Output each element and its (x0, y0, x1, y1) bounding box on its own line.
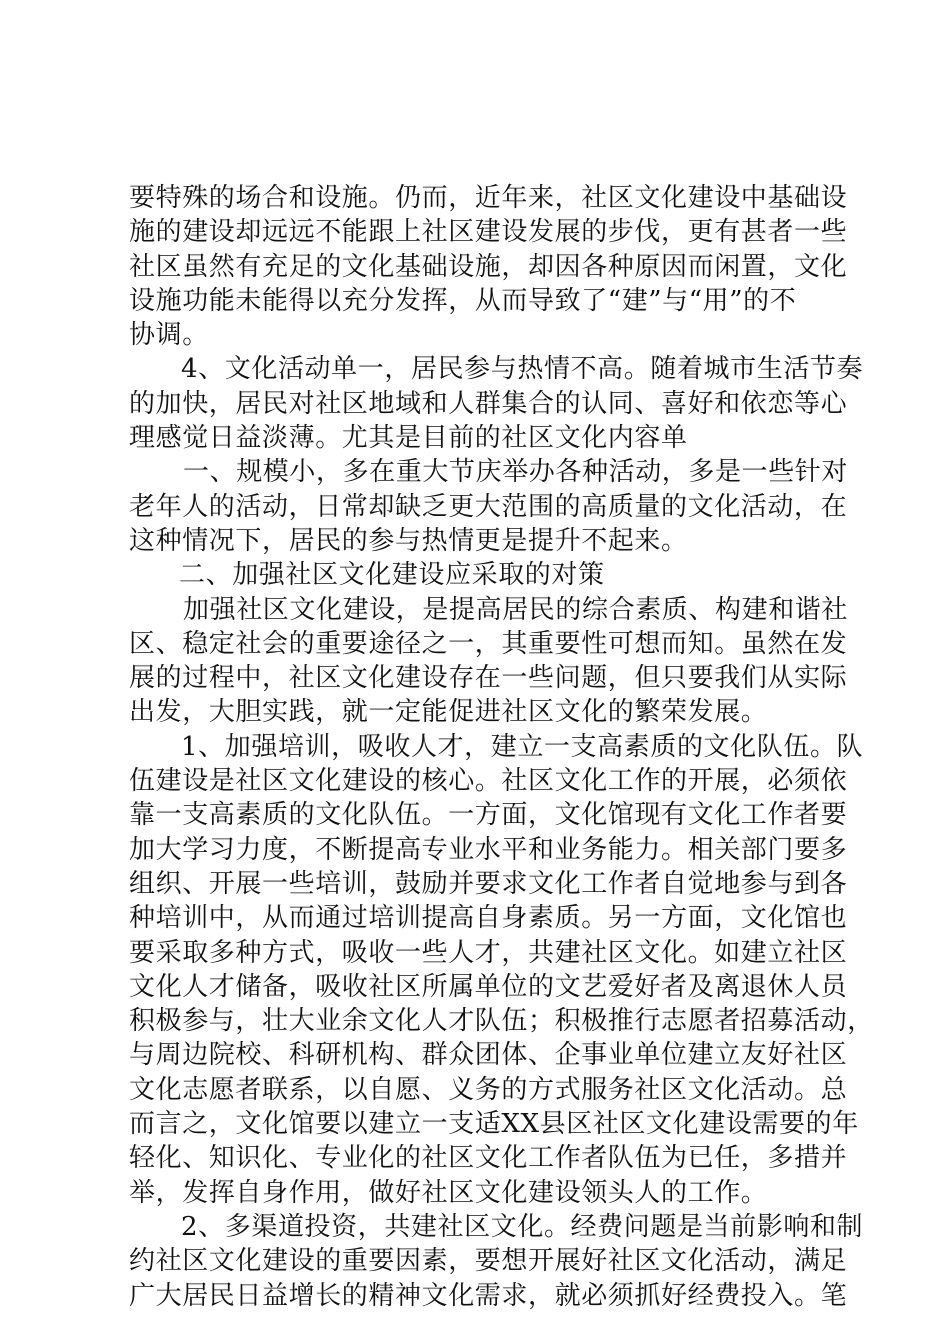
text-line: 靠一支高素质的文化队伍。一方面，文化馆现有文化工作者要 (129, 800, 848, 831)
document-body (129, 181, 874, 1313)
text-line: 组织、开展一些培训，鼓励并要求文化工作者自觉地参与到各 (129, 868, 848, 899)
text-line: 轻化、知识化、专业化的社区文化工作者队伍为已任，多措并 (129, 1143, 848, 1174)
text-line: 老年人的活动，日常却缺乏更大范围的高质量的文化活动，在 (129, 491, 848, 522)
text-line: 设施功能未能得以充分发挥，从而导致了“建”与“用”的不 (129, 285, 797, 316)
text-line: 出发，大胆实践，就一定能促进社区文化的繁荣发展。 (129, 697, 768, 728)
text-line: 而言之，文化馆要以建立一支适XX县区社区文化建设需要的年 (129, 1109, 859, 1140)
section-heading: 二、加强社区文化建设应采取的对策 (179, 560, 605, 591)
text-line: 加大学习力度，不断提高专业水平和业务能力。相关部门要多 (129, 834, 848, 865)
text-line: 社区虽然有充足的文化基础设施，却因各种原因而闲置，文化 (129, 251, 848, 282)
text-line: 积极参与，壮大业余文化人才队伍；积极推行志愿者招募活动， (129, 1006, 874, 1037)
text-line: 文化志愿者联系，以自愿、义务的方式服务社区文化活动。总 (129, 1074, 848, 1105)
text-line: 协调。 (129, 320, 209, 351)
text-line: 举，发挥自身作用，做好社区文化建设领头人的工作。 (129, 1177, 768, 1208)
text-line: 4、文化活动单一，居民参与热情不高。随着城市生活节奏 (181, 354, 864, 385)
text-line: 文化人才储备，吸收社区所属单位的文艺爱好者及离退休人员 (129, 971, 848, 1002)
text-line: 2、多渠道投资，共建社区文化。经费问题是当前影响和制 (181, 1211, 864, 1242)
text-line: 理感觉日益淡薄。尤其是目前的社区文化内容单 (129, 423, 688, 454)
text-line: 这种情况下，居民的参与热情更是提升不起来。 (129, 525, 688, 556)
text-line: 伍建设是社区文化建设的核心。社区文化工作的开展，必须依 (129, 766, 848, 797)
text-line: 要采取多种方式，吸收一些人才，共建社区文化。如建立社区 (129, 937, 848, 968)
text-line: 的加快，居民对社区地域和人群集合的认同、喜好和依恋等心 (129, 388, 848, 419)
text-line: 区、稳定社会的重要途径之一，其重要性可想而知。虽然在发 (129, 628, 848, 659)
text-line: 广大居民日益增长的精神文化需求，就必须抓好经费投入。笔 (129, 1280, 848, 1311)
text-line: 一、规模小，多在重大节庆举办各种活动，多是一些针对 (183, 457, 849, 488)
text-line: 要特殊的场合和设施。仍而，近年来，社区文化建设中基础设 (129, 183, 848, 213)
text-line: 展的过程中，社区文化建设存在一些问题，但只要我们从实际 (129, 663, 848, 694)
text-line: 种培训中，从而通过培训提高自身素质。另一方面，文化馆也 (129, 903, 848, 934)
text-line: 施的建设却远远不能跟上社区建设发展的步伐，更有甚者一些 (129, 217, 848, 248)
text-line: 与周边院校、科研机构、群众团体、企事业单位建立友好社区 (129, 1040, 848, 1071)
text-line: 1、加强培训，吸收人才，建立一支高素质的文化队伍。队 (181, 731, 864, 762)
text-line: 加强社区文化建设，是提高居民的综合素质、构建和谐社 (183, 594, 849, 625)
text-line: 约社区文化建设的重要因素，要想开展好社区文化活动，满足 (129, 1246, 848, 1277)
